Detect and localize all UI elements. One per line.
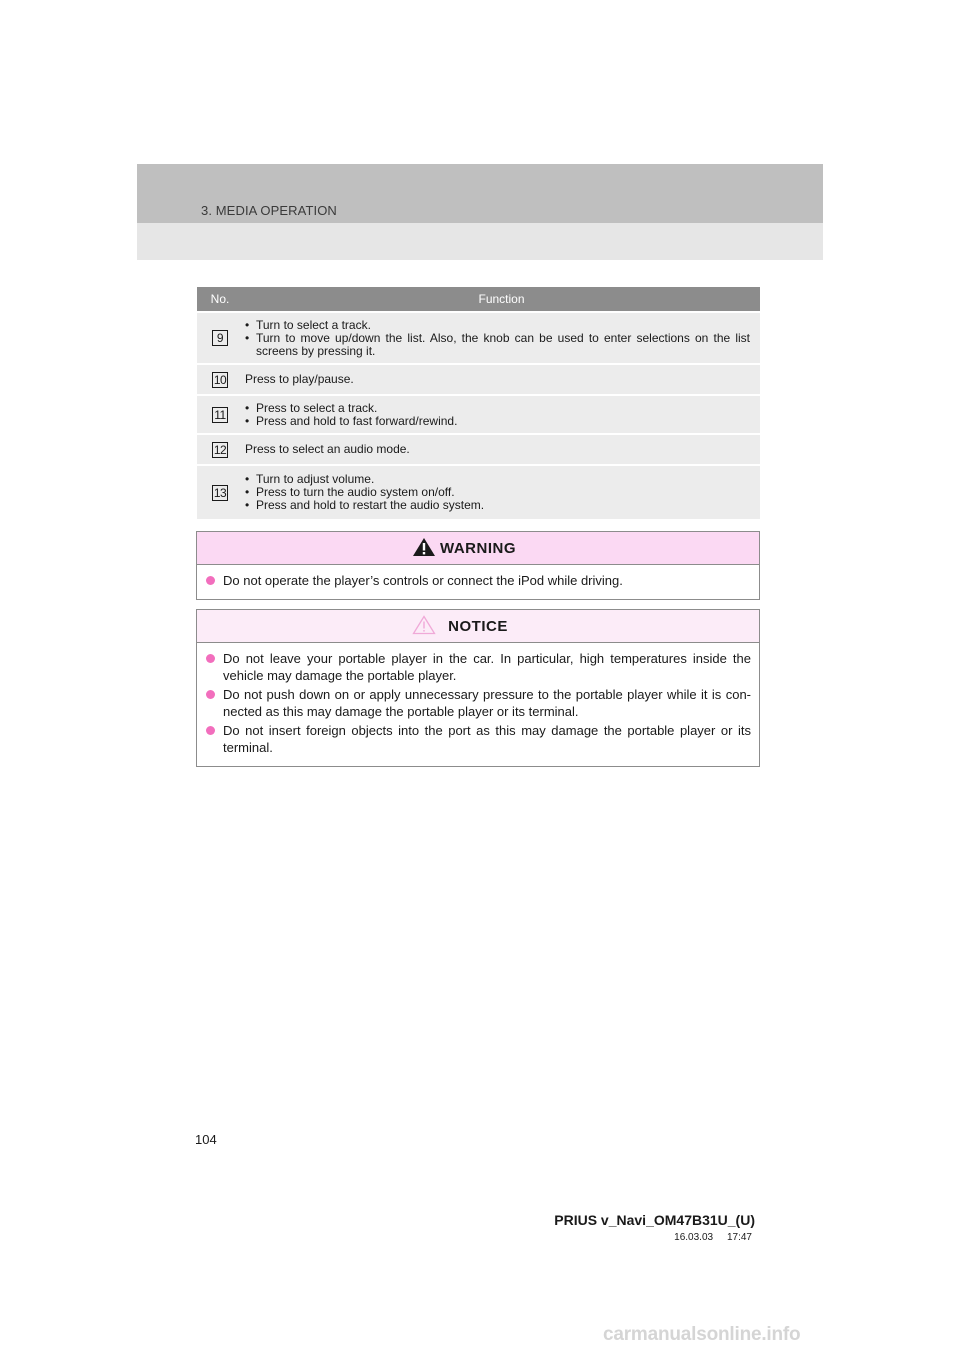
notice-label: NOTICE	[448, 617, 508, 635]
warning-header	[197, 532, 759, 565]
table-row	[197, 434, 760, 465]
function-bullet: • Press to select a track.	[245, 400, 378, 415]
function-cell: Press to play/pause.	[243, 364, 760, 395]
pink-bullet-icon	[206, 576, 215, 585]
function-bullet: • Press and hold to restart the audio system.	[245, 498, 485, 512]
section-header	[137, 164, 823, 260]
function-bullet: • Press and hold to fast forward/rewind.	[245, 413, 458, 428]
notice-item: Do not push down on or apply unnecessary pressure to the portable player while it is con-nected as this may damage the portable player or its terminal.	[205, 686, 751, 720]
function-cell	[243, 465, 760, 519]
notice-box	[196, 609, 760, 767]
function-bullet: • Turn to move up/down the list. Also, the knob can be used to enter selections on the list screens by pressing it.	[245, 330, 750, 358]
warning-triangle-icon	[412, 537, 436, 557]
bullet-dot-icon: •	[245, 472, 250, 486]
function-table	[197, 287, 760, 519]
table-row	[197, 465, 760, 519]
caution-triangle-icon	[412, 615, 436, 635]
section-title: 3. MEDIA OPERATION	[201, 203, 337, 218]
bullet-dot-icon: •	[245, 400, 250, 415]
function-bullet: • Turn to adjust volume.	[245, 472, 375, 486]
function-bullet: • Turn to select a track.	[245, 317, 371, 332]
column-header-no: No.	[197, 287, 243, 312]
function-cell	[243, 395, 760, 434]
bullet-dot-icon: •	[245, 485, 250, 499]
watermark: carmanualsonline.info	[603, 1324, 801, 1345]
table-row	[197, 364, 760, 395]
notice-item: Do not leave your portable player in the car. In particular, high temperatures inside the vehicle may damage the portable player.	[205, 650, 751, 684]
bullet-dot-icon: •	[245, 413, 250, 428]
pink-bullet-icon	[206, 654, 215, 663]
function-cell	[243, 312, 760, 364]
function-bullet: • Press to turn the audio system on/off.	[245, 485, 455, 499]
column-header-function: Function	[243, 287, 760, 312]
row-number-cell	[197, 395, 243, 434]
row-number-cell	[197, 465, 243, 519]
function-cell: Press to select an audio mode.	[243, 434, 760, 465]
notice-item: Do not insert foreign objects into the port as this may damage the portable player or its terminal.	[205, 722, 751, 756]
row-number-badge: 11	[212, 407, 228, 423]
warning-item: Do not operate the player’s controls or connect the iPod while driving.	[205, 572, 751, 589]
pink-bullet-icon	[206, 690, 215, 699]
row-number-cell	[197, 312, 243, 364]
page-number: 104	[195, 1132, 217, 1147]
table-row	[197, 395, 760, 434]
table-row	[197, 312, 760, 364]
row-number-badge: 9	[212, 330, 228, 346]
warning-box	[196, 531, 760, 600]
warning-body	[197, 565, 759, 599]
document-timestamp: 16.03.03 17:47	[674, 1232, 752, 1243]
bullet-dot-icon: •	[245, 498, 250, 512]
section-header-top	[137, 164, 823, 223]
bullet-dot-icon: •	[245, 317, 250, 332]
notice-body	[197, 643, 759, 766]
notice-header	[197, 610, 759, 643]
row-number-cell	[197, 434, 243, 465]
row-number-badge: 12	[213, 442, 227, 457]
row-number-cell	[197, 364, 243, 395]
pink-bullet-icon	[206, 726, 215, 735]
warning-label: WARNING	[440, 539, 516, 557]
table-header-row	[197, 287, 760, 312]
document-id: PRIUS v_Navi_OM47B31U_(U)	[554, 1212, 755, 1228]
row-number-badge: 10	[213, 372, 227, 387]
row-number-badge: 13	[213, 485, 227, 500]
bullet-dot-icon: •	[245, 330, 250, 345]
